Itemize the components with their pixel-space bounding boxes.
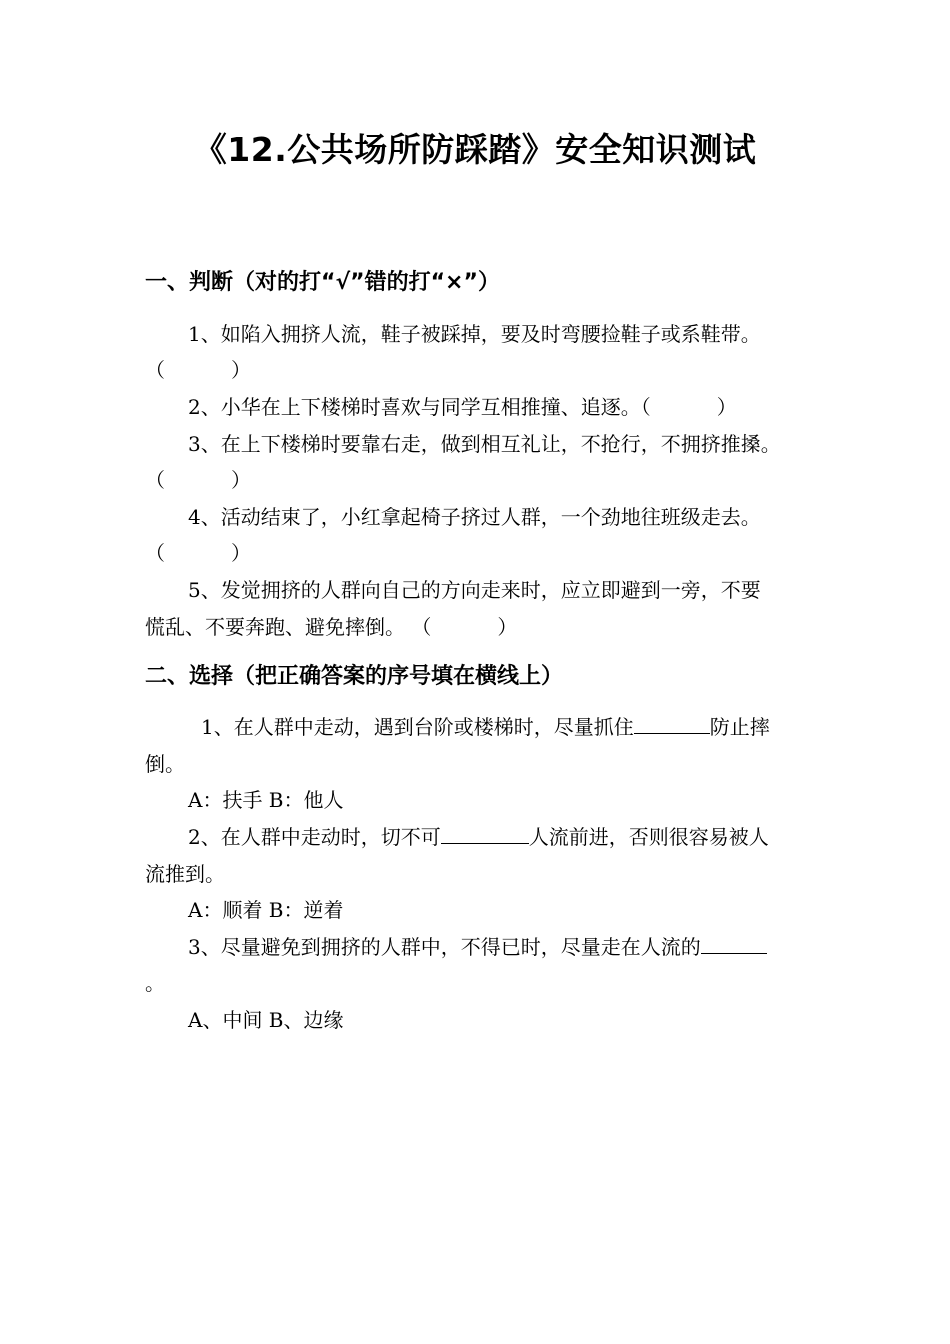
mc-question-2-line-2: 流推到。: [145, 862, 225, 886]
mc-question-3-text: 3、尽量避免到拥挤的人群中，不得已时，尽量走在人流的: [188, 935, 701, 959]
mc-question-3-options: A、中间 B、边缘: [188, 1008, 344, 1032]
close-paren: ）: [231, 541, 251, 565]
section-heading-true-false: 一、判断（对的打“√”错的打“×”）: [145, 270, 500, 295]
close-paren: ）: [231, 468, 251, 492]
mc-question-2-options: A：顺着 B：逆着: [188, 898, 344, 922]
answer-blank: [701, 933, 767, 954]
mc-question-1-line-2: 倒。: [145, 752, 185, 776]
mc-question-1-text: 1、在人群中走动，遇到台阶或楼梯时，尽量抓住: [201, 715, 634, 739]
tf-question-5-line-2: [145, 613, 517, 641]
tf-question-4-line-1: 4、活动结束了，小红拿起椅子挤过人群，一个劲地往班级走去。: [188, 505, 761, 529]
section-heading-multiple-choice: 二、选择（把正确答案的序号填在横线上）: [145, 664, 564, 689]
answer-blank: [634, 713, 710, 734]
mc-question-1-line-1: [201, 713, 770, 741]
mc-question-2-text-end: 人流前进，否则很容易被人: [528, 825, 769, 849]
page-title: 《12.公共场所防踩踏》安全知识测试: [193, 130, 757, 169]
tf-question-5-text: 慌乱、不要奔跑、避免摔倒。 （: [145, 615, 432, 639]
open-paren: （: [145, 468, 165, 492]
tf-question-2: [188, 393, 737, 421]
close-paren: ）: [231, 358, 251, 382]
tf-question-1-answer: [145, 356, 251, 384]
mc-question-1-options: A：扶手 B：他人: [188, 788, 344, 812]
mc-question-3-line-2: 。: [145, 971, 165, 995]
mc-question-2-text: 2、在人群中走动时，切不可: [188, 825, 441, 849]
mc-question-2-line-1: [188, 823, 769, 851]
tf-question-2-text: 2、小华在上下楼梯时喜欢与同学互相推撞、追逐。（: [188, 395, 651, 419]
mc-question-1-text-end: 防止摔: [709, 715, 770, 739]
tf-question-3-line-1: 3、在上下楼梯时要靠右走，做到相互礼让，不抢行，不拥挤推搡。: [188, 432, 781, 456]
tf-question-4-answer: [145, 539, 251, 567]
tf-question-5-line-1: 5、发觉拥挤的人群向自己的方向走来时，应立即避到一旁，不要: [188, 578, 761, 602]
tf-question-1-line-1: 1、如陷入拥挤人流，鞋子被踩掉，要及时弯腰捡鞋子或系鞋带。: [188, 322, 761, 346]
close-paren: ）: [497, 615, 518, 639]
close-paren: ）: [716, 395, 737, 419]
mc-question-3-line-1: [188, 933, 767, 961]
open-paren: （: [145, 541, 165, 565]
answer-blank: [441, 823, 529, 844]
tf-question-3-answer: [145, 466, 251, 494]
open-paren: （: [145, 358, 165, 382]
